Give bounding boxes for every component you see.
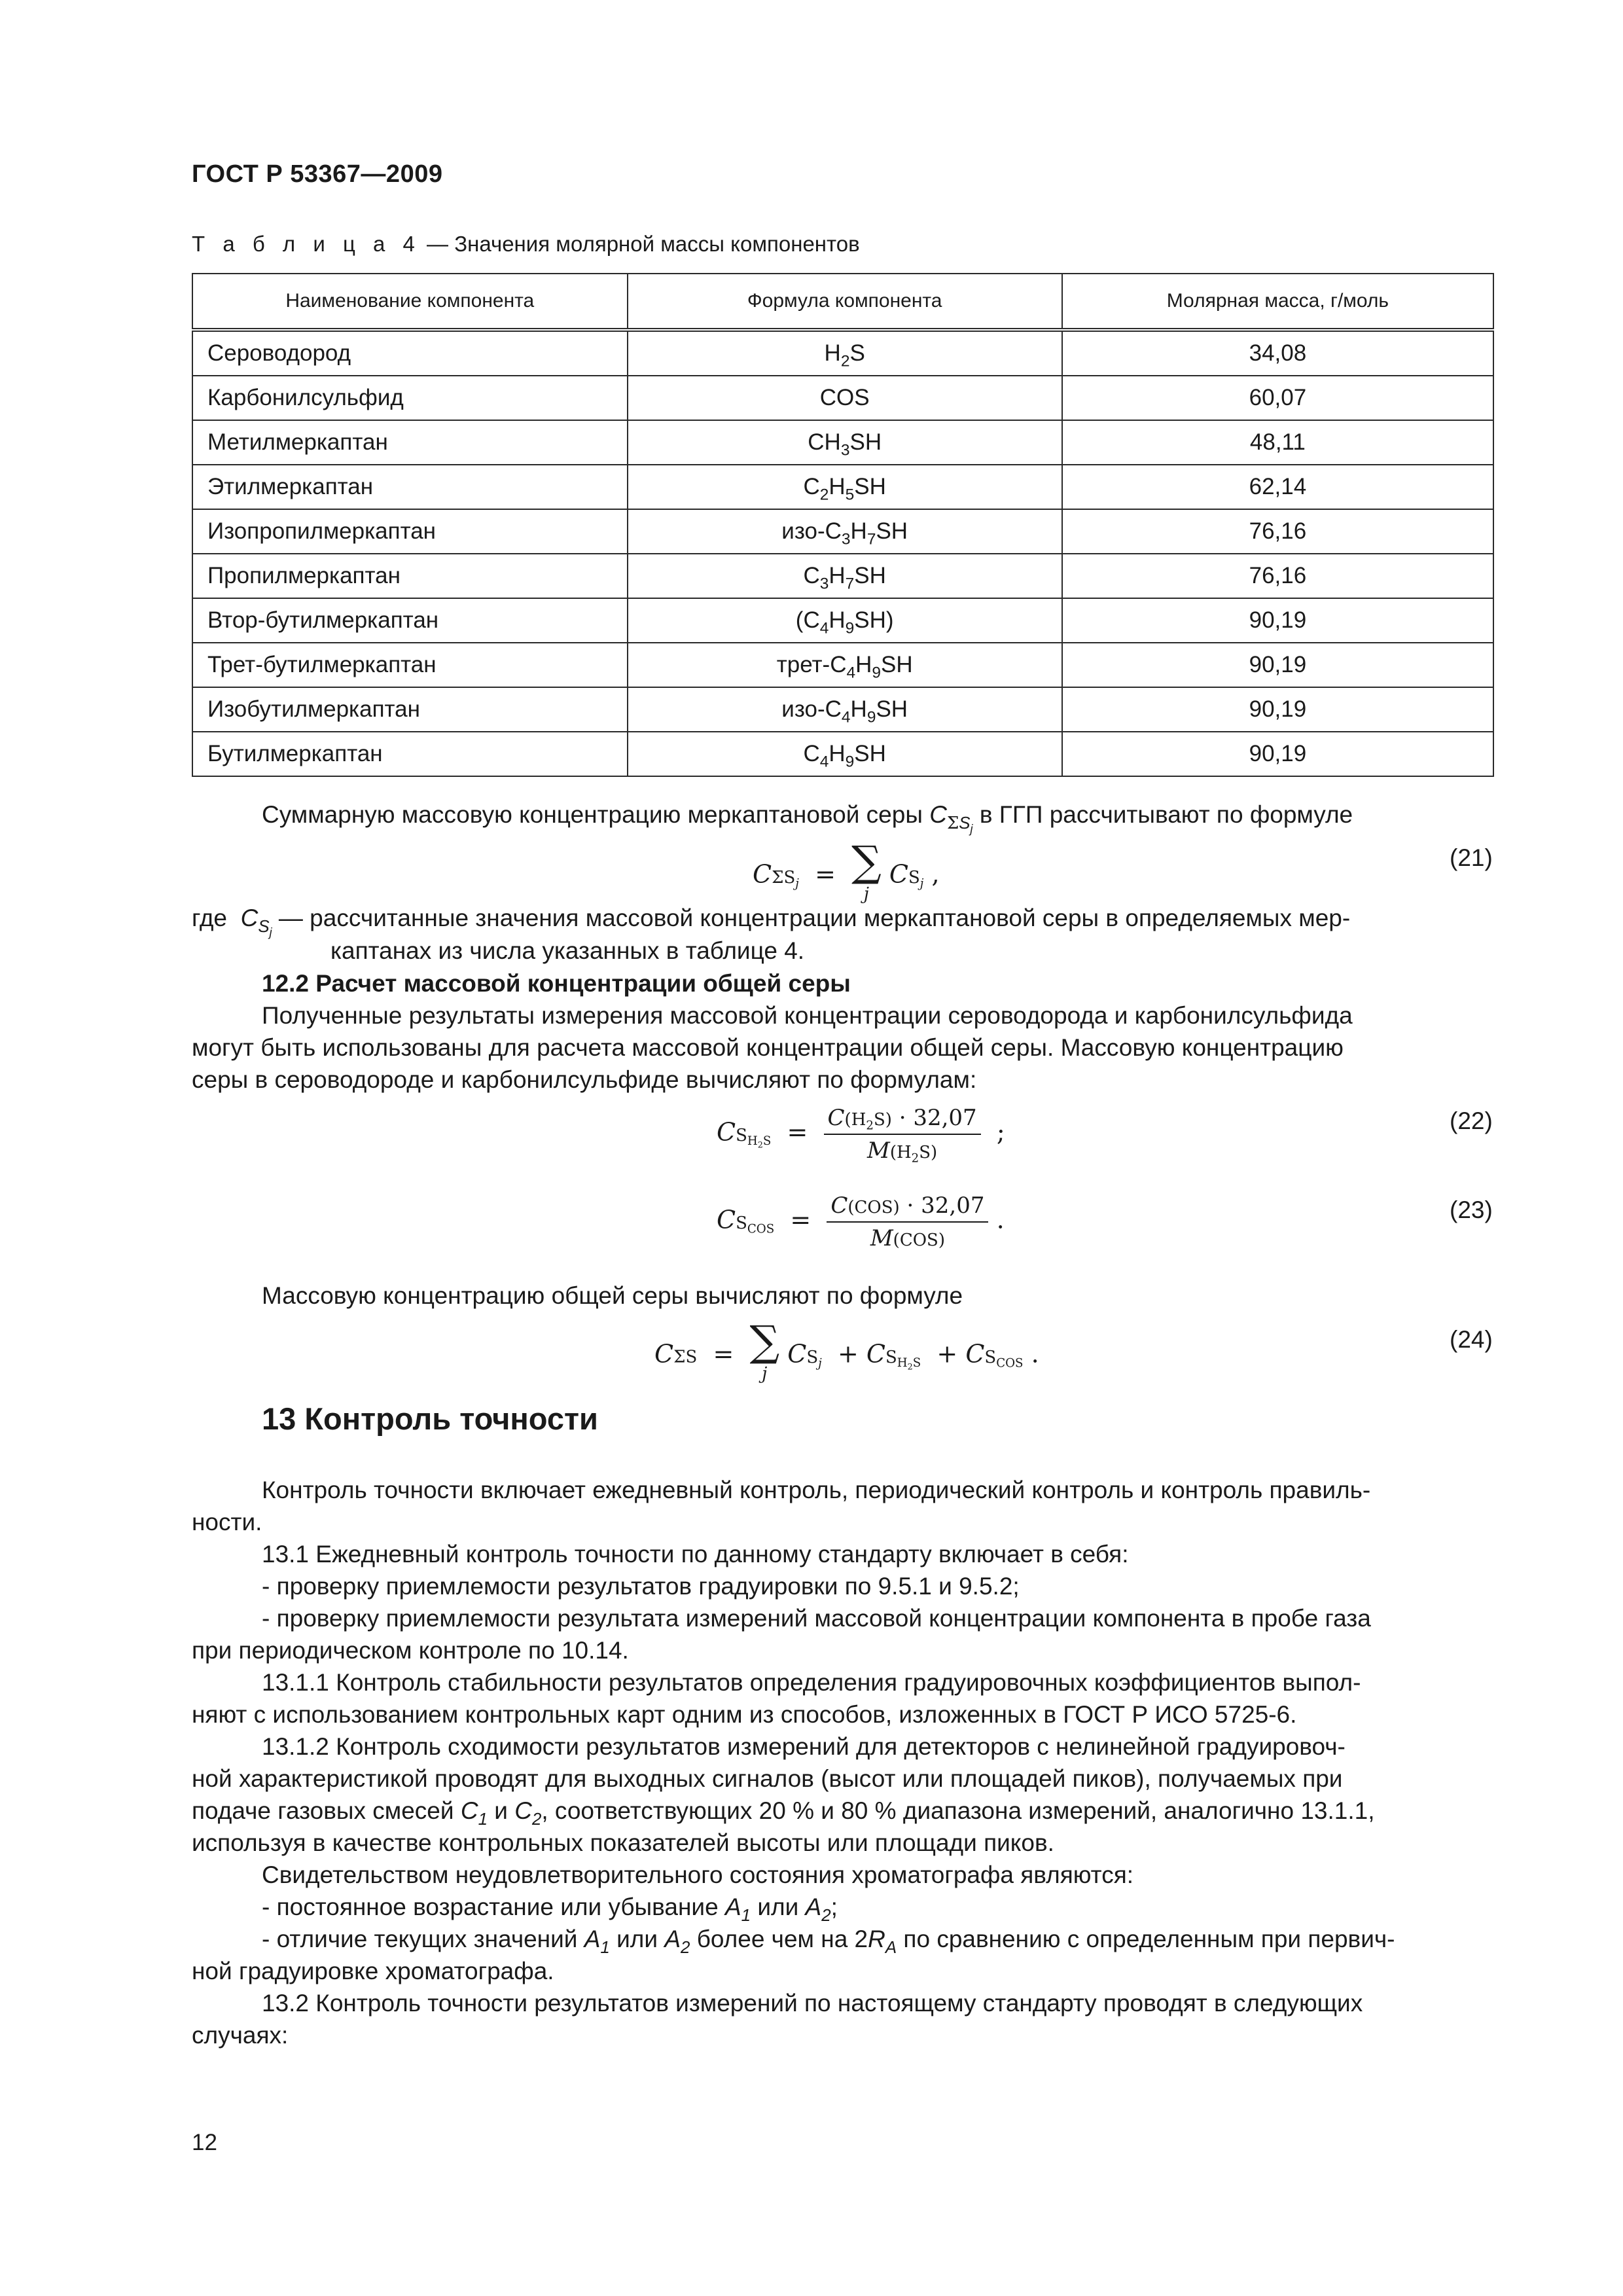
formula-21: $C\Sigma S_j$ = ∑ $^j$ $CS_j$ ,: [753, 838, 940, 904]
component-name: Сероводород: [192, 330, 628, 376]
component-formula: $H_2S$: [628, 330, 1062, 376]
bullet-measurement-line-1: - проверку приемлемости результата измерений массовой концентрации компонента в пробе газа: [262, 1605, 1371, 1632]
component-formula: трет-$C_4H_9SH$: [628, 643, 1062, 687]
paragraph-evidence: Свидетельством неудовлетворительного состояния хроматографа являются:: [262, 1861, 1134, 1888]
component-name: Изобутилмеркаптан: [192, 687, 628, 732]
symbol-r-a: $R_A$: [868, 1926, 897, 1958]
component-mass: 48,11: [1062, 420, 1493, 465]
table-header-row: [192, 274, 1493, 330]
paragraph-12-2-line-2: могут быть использованы для расчета массовой концентрации общей серы. Массовую концентрацию: [192, 1034, 1344, 1061]
paragraph-13-1-1-line-2: няют с использованием контрольных карт одним из способов, изложенных в ГОСТ Р ИСО 5725-6.: [192, 1701, 1297, 1728]
bullet-deviation-line-2: ной градуировке хроматографа.: [192, 1958, 554, 1984]
table-row: [192, 554, 1493, 598]
paragraph-12-2-line-3: серы в сероводороде и карбонилсульфиде вычисляют по формулам:: [192, 1066, 977, 1093]
paragraph-13-1: 13.1 Ежедневный контроль точности по данному стандарту включает в себя:: [262, 1541, 1129, 1568]
where-line-1: где $C_{S_j}$ — рассчитанные значения массовой концентрации меркаптановой серы в определяемых мер-: [192, 905, 1351, 939]
section-13-heading: 13 Контроль точности: [262, 1401, 598, 1436]
paragraph-13-1-2-line-4: используя в качестве контрольных показателей высоты или площади пиков.: [192, 1829, 1054, 1856]
component-mass: 90,19: [1062, 643, 1493, 687]
symbol-a2: $A_2$: [805, 1893, 831, 1926]
bullet-calibration: - проверку приемлемости результатов градуировки по 9.5.1 и 9.5.2;: [262, 1573, 1020, 1600]
column-header-mass: Молярная масса, г/моль: [1062, 274, 1493, 330]
component-name: Карбонилсульфид: [192, 376, 628, 420]
paragraph-13-line-1: Контроль точности включает ежедневный контроль, периодический контроль и контроль правиль-: [262, 1477, 1371, 1503]
table-row: [192, 643, 1493, 687]
molar-mass-table: [192, 273, 1494, 777]
table-caption-text: — Значения молярной массы компонентов: [420, 232, 860, 256]
component-formula: COS: [628, 376, 1062, 420]
component-mass: 76,16: [1062, 509, 1493, 554]
table-row: [192, 465, 1493, 509]
paragraph-13-line-2: ности.: [192, 1509, 262, 1535]
component-mass: 34,08: [1062, 330, 1493, 376]
paragraph-13-1-2-line-2: ной характеристикой проводят для выходных сигналов (высот или площадей пиков), получаемых при: [192, 1765, 1343, 1792]
component-mass: 60,07: [1062, 376, 1493, 420]
paragraph-13-1-1-line-1: 13.1.1 Контроль стабильности результатов определения градуировочных коэффициентов выпол-: [262, 1669, 1361, 1696]
component-formula: $C_2H_5SH$: [628, 465, 1062, 509]
paragraph-12-2-line-1: Полученные результаты измерения массовой концентрации сероводорода и карбонилсульфида: [262, 1002, 1353, 1029]
bullet-constant-change: - постоянное возрастание или убывание $A_1$ или $A_2$;: [262, 1893, 838, 1926]
bullet-deviation-line-1: - отличие текущих значений $A_1$ или $A_2$ более чем на $2R_A$ по сравнению с определенным при первич-: [262, 1926, 1395, 1958]
formula-22: $CS_{H_2S}$ = $\frac{C(H_2S) \cdot 32,07}{M(H_2S)}$ ;: [717, 1105, 1005, 1166]
component-formula: $CH_3SH$: [628, 420, 1062, 465]
standard-code: ГОСТ Р 53367—2009: [192, 160, 443, 188]
formula-24: CΣS = ∑ $^j$ $CS_j + CS_{H_2S} + CS_{COS}$ .: [654, 1318, 1039, 1384]
symbol-a1: $A_1$: [584, 1926, 610, 1958]
where-line-2: каптанах из числа указанных в таблице 4.: [330, 937, 805, 964]
component-formula: изо-$C_3H_7SH$: [628, 509, 1062, 554]
component-name: Метилмеркаптан: [192, 420, 628, 465]
component-mass: 90,19: [1062, 732, 1493, 776]
equation-number-23: (23): [1450, 1196, 1493, 1223]
table-caption: [192, 232, 860, 257]
paragraph-total-sulfur: Массовую концентрацию общей серы вычисляют по формуле: [262, 1282, 963, 1309]
symbol-c-sum-s-j: $C_{\Sigma S_j}$: [929, 801, 973, 836]
component-formula: $(C_4H_9SH)$: [628, 598, 1062, 643]
component-mass: 62,14: [1062, 465, 1493, 509]
bullet-measurement-line-2: при периодическом контроле по 10.14.: [192, 1637, 629, 1664]
equation-number-24: (24): [1450, 1326, 1493, 1353]
equation-number-21: (21): [1450, 844, 1493, 871]
paragraph-13-2-line-2: случаях:: [192, 2022, 289, 2049]
paragraph-13-1-2-line-1: 13.1.2 Контроль сходимости результатов измерений для детекторов с нелинейной градуировоч-: [262, 1733, 1346, 1760]
symbol-c1: $C_1$: [460, 1797, 488, 1829]
paragraph-13-1-2-line-3: подаче газовых смесей $C_1$ и $C_2$, соответствующих 20 % и 80 % диапазона измерений, аналогично 13.1.1,: [192, 1797, 1375, 1829]
component-name: Этилмеркаптан: [192, 465, 628, 509]
paragraph-13-2-line-1: 13.2 Контроль точности результатов измерений по настоящему стандарту проводят в следующих: [262, 1990, 1363, 2017]
table-row: [192, 330, 1493, 376]
section-12-2-heading: 12.2 Расчет массовой концентрации общей серы: [262, 970, 851, 997]
table-row: [192, 598, 1493, 643]
component-formula: $C_4H_9SH$: [628, 732, 1062, 776]
component-formula: изо-$C_4H_9SH$: [628, 687, 1062, 732]
component-name: Трет-бутилмеркаптан: [192, 643, 628, 687]
column-header-formula: Формула компонента: [628, 274, 1062, 330]
table-row: [192, 509, 1493, 554]
symbol-a2: $A_2$: [664, 1926, 690, 1958]
paragraph-sum-intro: Суммарную массовую концентрацию меркаптановой серы $C_{\Sigma S_j}$ в ГГП рассчитывают по формуле: [262, 801, 1353, 836]
equation-number-22: (22): [1450, 1107, 1493, 1134]
component-name: Бутилмеркаптан: [192, 732, 628, 776]
page-number: 12: [192, 2130, 217, 2155]
component-name: Пропилмеркаптан: [192, 554, 628, 598]
component-name: Втор-бутилмеркаптан: [192, 598, 628, 643]
symbol-c-s-j: $C_{S_j}$: [240, 905, 272, 939]
symbol-c2: $C_2$: [514, 1797, 542, 1829]
component-formula: $C_3H_7SH$: [628, 554, 1062, 598]
formula-23: $CS_{COS}$ = $\frac{\text{C(COS) · 32,07}}{\text{M(COS)}}$ .: [717, 1193, 1005, 1251]
table-row: [192, 420, 1493, 465]
component-mass: 76,16: [1062, 554, 1493, 598]
component-name: Изопропилмеркаптан: [192, 509, 628, 554]
component-mass: 90,19: [1062, 598, 1493, 643]
table-row: [192, 376, 1493, 420]
table-caption-label: Т а б л и ц а 4: [192, 232, 421, 256]
table-row: [192, 687, 1493, 732]
component-mass: 90,19: [1062, 687, 1493, 732]
table-row: [192, 732, 1493, 776]
symbol-a1: $A_1$: [724, 1893, 751, 1926]
column-header-name: Наименование компонента: [192, 274, 628, 330]
